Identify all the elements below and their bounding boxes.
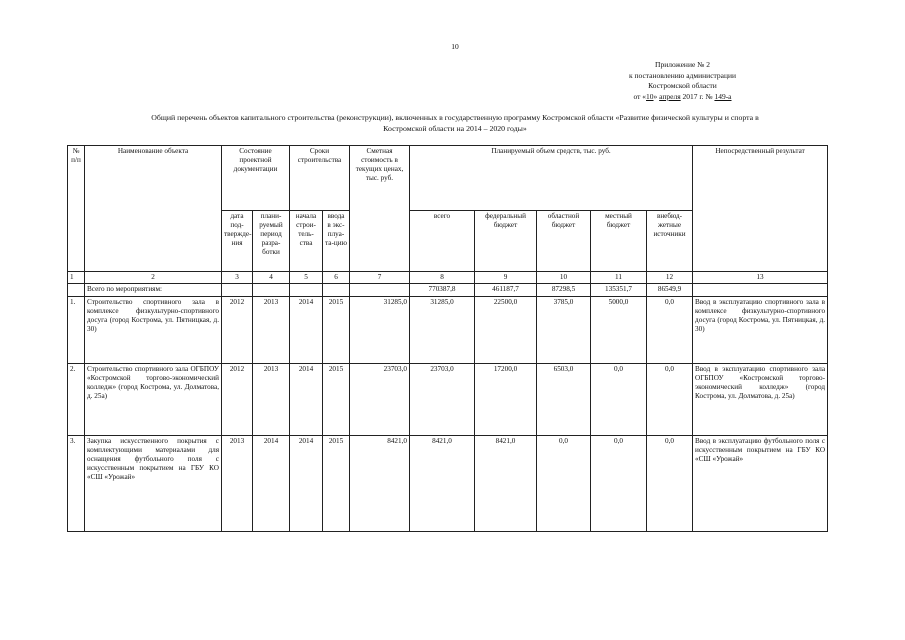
column-number: 6 xyxy=(323,272,350,284)
total-empty-cell xyxy=(290,284,323,297)
table-row xyxy=(68,436,828,532)
table-row xyxy=(68,297,828,364)
column-numbers-row xyxy=(68,272,828,284)
row-num: 3. xyxy=(68,436,85,532)
row-planned-period: 2013 xyxy=(253,364,290,436)
row-commissioning: 2015 xyxy=(323,364,350,436)
row-start: 2014 xyxy=(290,297,323,364)
column-number: 3 xyxy=(222,272,253,284)
total-federal: 461187,7 xyxy=(475,284,537,297)
row-num: 2. xyxy=(68,364,85,436)
row-result: Ввод в эксплуатацию спортивного зала в комплексе физкультурно-спортивного досуга (город Кострома, ул. Пятницкая, д. 30) xyxy=(693,297,828,364)
appendix-line-3: Костромской области xyxy=(648,81,717,90)
document-title xyxy=(80,112,830,134)
row-total: 31285,0 xyxy=(410,297,475,364)
row-regional: 6503,0 xyxy=(537,364,591,436)
total-all: 770387,8 xyxy=(410,284,475,297)
header-federal: федеральный бюджет xyxy=(475,211,537,272)
date-prefix: от « xyxy=(633,91,647,101)
column-number: 4 xyxy=(253,272,290,284)
row-estimated-cost: 8421,0 xyxy=(350,436,410,532)
table-row xyxy=(68,364,828,436)
row-local: 0,0 xyxy=(591,364,647,436)
row-estimated-cost: 23703,0 xyxy=(350,364,410,436)
title-line-2: Костромской области на 2014 – 2020 годы» xyxy=(383,124,527,133)
column-number: 11 xyxy=(591,272,647,284)
row-start: 2014 xyxy=(290,436,323,532)
row-planned-period: 2014 xyxy=(253,436,290,532)
row-regional: 0,0 xyxy=(537,436,591,532)
row-federal: 22500,0 xyxy=(475,297,537,364)
header-planned-period: плани-руемый период разра-ботки xyxy=(253,211,290,272)
date-day: 10 xyxy=(646,91,654,101)
column-number: 8 xyxy=(410,272,475,284)
total-empty-cell xyxy=(253,284,290,297)
appendix-line-1: Приложение № 2 xyxy=(655,60,710,69)
row-extrabudget: 0,0 xyxy=(647,364,693,436)
date-year: 2017 г. № xyxy=(680,91,715,101)
row-total: 23703,0 xyxy=(410,364,475,436)
header-result: Непосредственный результат xyxy=(693,146,828,272)
document-number: 149-а xyxy=(714,91,732,101)
row-planned-period: 2013 xyxy=(253,297,290,364)
total-regional: 87298,5 xyxy=(537,284,591,297)
total-empty-cell xyxy=(323,284,350,297)
row-total: 8421,0 xyxy=(410,436,475,532)
row-result: Ввод в эксплуатацию спортивного зала ОГБПОУ «Костромской торгово-экономический колледж» (город Кострома, ул. Долматова, д. 25а) xyxy=(693,364,828,436)
row-extrabudget: 0,0 xyxy=(647,436,693,532)
row-approval-date: 2013 xyxy=(222,436,253,532)
header-name: Наименование объекта xyxy=(85,146,222,272)
row-local: 5000,0 xyxy=(591,297,647,364)
header-construction-terms: Сроки строительства xyxy=(290,146,350,211)
row-name: Закупка искусственного покрытия с комплектующими материалами для оснащения футбольного поля с искусственным покрытием на ГБУ КО «СШ «Урожай» xyxy=(85,436,222,532)
column-number: 13 xyxy=(693,272,828,284)
row-approval-date: 2012 xyxy=(222,364,253,436)
header-start: начала строи-тель-ства xyxy=(290,211,323,272)
row-commissioning: 2015 xyxy=(323,436,350,532)
row-result: Ввод в эксплуатацию футбольного поля с искусственным покрытием на ГБУ КО «СШ «Урожай» xyxy=(693,436,828,532)
row-start: 2014 xyxy=(290,364,323,436)
column-number: 12 xyxy=(647,272,693,284)
row-federal: 8421,0 xyxy=(475,436,537,532)
column-number: 2 xyxy=(85,272,222,284)
header-planned-funds: Планируемый объем средств, тыс. руб. xyxy=(410,146,693,211)
row-regional: 3785,0 xyxy=(537,297,591,364)
total-result-cell xyxy=(693,284,828,297)
column-number: 1 xyxy=(68,272,85,284)
column-number: 10 xyxy=(537,272,591,284)
row-num: 1. xyxy=(68,297,85,364)
row-commissioning: 2015 xyxy=(323,297,350,364)
header-design-status: Состояние проектной документации xyxy=(222,146,290,211)
appendix-block xyxy=(600,60,765,102)
total-local: 135351,7 xyxy=(591,284,647,297)
date-month: апреля xyxy=(659,91,681,101)
header-local: местный бюджет xyxy=(591,211,647,272)
header-commissioning: ввода в экс-плуа-та-цию xyxy=(323,211,350,272)
title-line-1: Общий перечень объектов капитального строительства (реконструкции), включенных в государственную программу Костромской области «Развитие физической культуры и спорта в xyxy=(151,113,759,122)
row-estimated-cost: 31285,0 xyxy=(350,297,410,364)
row-extrabudget: 0,0 xyxy=(647,297,693,364)
appendix-line-2: к постановлению администрации xyxy=(628,70,737,80)
total-extrabudget: 86549,9 xyxy=(647,284,693,297)
objects-table xyxy=(67,145,828,532)
total-num-cell xyxy=(68,284,85,297)
row-local: 0,0 xyxy=(591,436,647,532)
header-total: всего xyxy=(410,211,475,272)
page-number: 10 xyxy=(451,42,459,51)
total-row xyxy=(68,284,828,297)
header-regional: областной бюджет xyxy=(537,211,591,272)
row-federal: 17200,0 xyxy=(475,364,537,436)
total-empty-cell xyxy=(350,284,410,297)
row-name: Строительство спортивного зала ОГБПОУ «Костромской торгово-экономический колледж» (город Кострома, ул. Долматова, д. 25а) xyxy=(85,364,222,436)
appendix-date-line xyxy=(600,92,765,103)
column-number: 5 xyxy=(290,272,323,284)
row-name: Строительство спортивного зала в комплексе физкультурно-спортивного досуга (город Кострома, ул. Пятницкая, д. 30) xyxy=(85,297,222,364)
header-estimated-cost: Сметная стоимость в текущих ценах, тыс. руб. xyxy=(350,146,410,272)
total-empty-cell xyxy=(222,284,253,297)
column-number: 9 xyxy=(475,272,537,284)
total-label: Всего по мероприятиям: xyxy=(85,284,222,297)
header-num: № п/п xyxy=(68,146,85,272)
header-approval-date: дата под-твержде-ния xyxy=(222,211,253,272)
column-number: 7 xyxy=(350,272,410,284)
header-extrabudget: внебюд-жетные источники xyxy=(647,211,693,272)
header-row-1 xyxy=(68,146,828,211)
date-mid: » xyxy=(653,91,660,101)
row-approval-date: 2012 xyxy=(222,297,253,364)
